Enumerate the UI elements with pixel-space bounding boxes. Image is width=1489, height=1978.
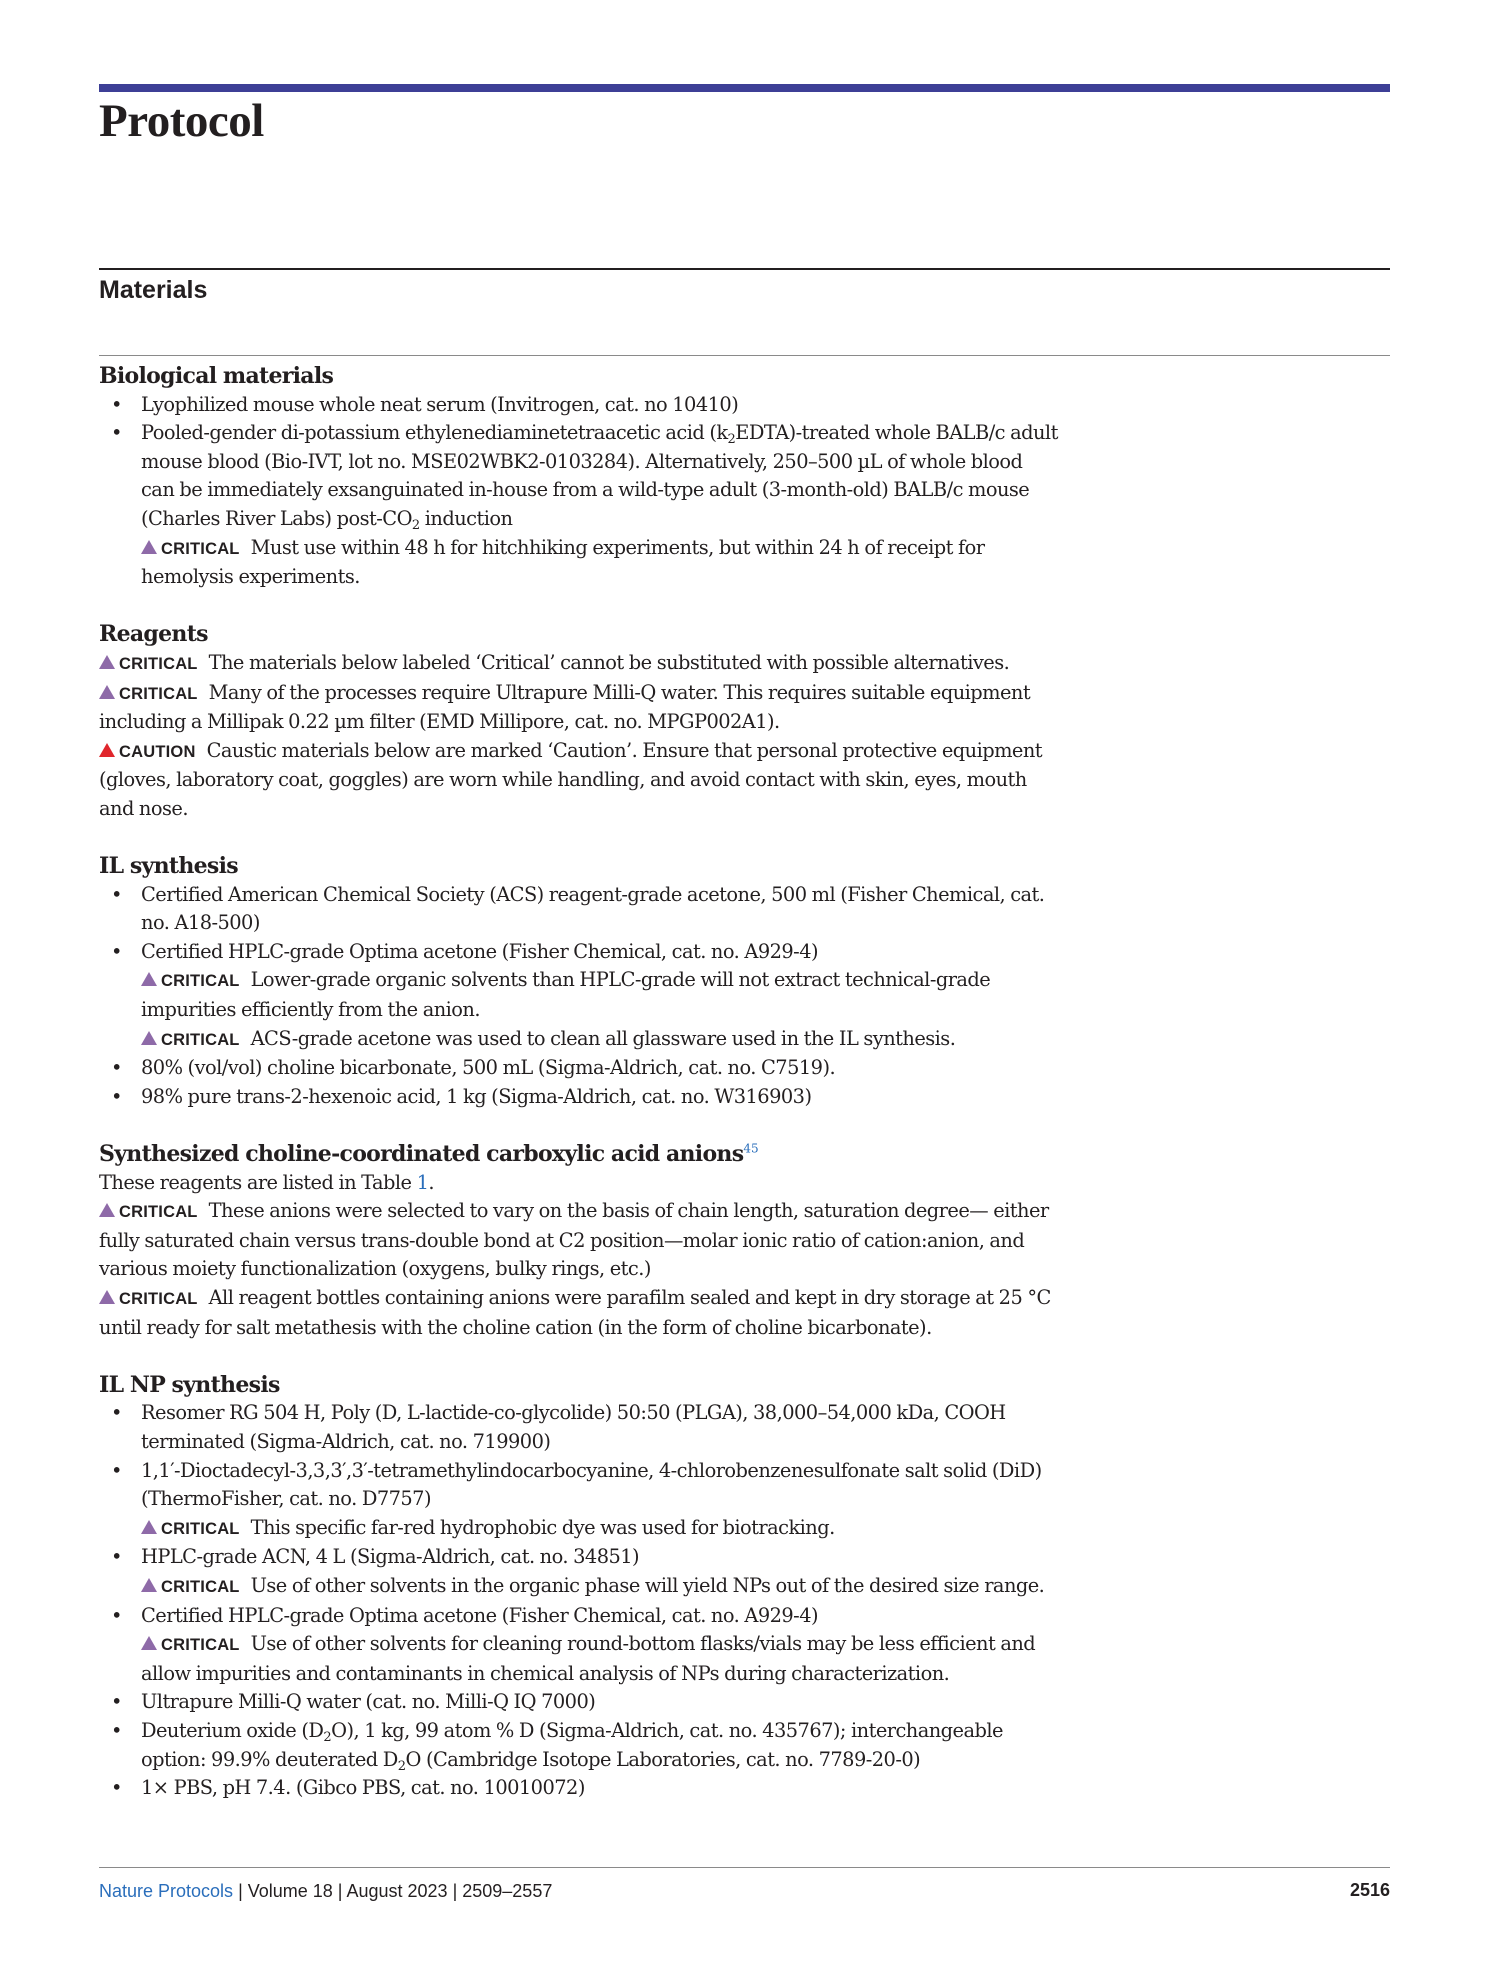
paragraph-text: These reagents are listed in Table: [99, 1170, 417, 1194]
critical-note: [99, 1197, 1059, 1284]
item-text: 1,1′-Dioctadecyl-3,3,3′,3′-tetramethylindocarbocyanine, 4-chlorobenzenesulfonate salt solid (DiD) (ThermoFisher, cat. no. D7757): [141, 1458, 1042, 1511]
divider: [99, 355, 1390, 356]
section-il-synthesis: [99, 852, 1059, 1111]
list-item: [99, 1543, 1059, 1601]
caution-triangle-icon: [99, 743, 115, 757]
bullet-list: [99, 1399, 1059, 1802]
item-text: EDTA)-treated whole BALB/c adult mouse blood (Bio-IVT, lot no. MSE02WBK2-0103284). Alternatively, 250–500 µL of whole blood can be immediately exsanguinated in-house from a wild-type adult (3-month-old) BALB/c mouse (Charles River Labs) post-CO: [141, 421, 1058, 530]
section-il-np-synthesis: [99, 1371, 1059, 1803]
critical-triangle-icon: [141, 1520, 157, 1534]
subscript: 2: [411, 517, 420, 533]
note-text: Use of other solvents for cleaning round-bottom flasks/vials may be less efficient and allow impurities and contaminants in chemical analysis of NPs during characterization.: [141, 1632, 1036, 1685]
critical-label: CRITICAL: [161, 1519, 240, 1538]
section-heading: Biological materials: [99, 363, 334, 389]
item-text: Ultrapure Milli-Q water (cat. no. Milli-Q IQ 7000): [141, 1690, 596, 1714]
section-reagents: [99, 620, 1059, 823]
list-item: [99, 1083, 1059, 1112]
critical-label: CRITICAL: [161, 1636, 240, 1655]
section-heading: Reagents: [99, 621, 208, 648]
critical-triangle-icon: [141, 1636, 157, 1650]
footer-citation: [99, 1881, 552, 1902]
critical-label: CRITICAL: [119, 654, 198, 673]
item-text: Deuterium oxide (D: [141, 1718, 324, 1742]
critical-note: [99, 649, 1059, 679]
caution-label: CAUTION: [119, 742, 196, 761]
bullet-list: [99, 391, 1059, 592]
item-text: HPLC-grade ACN, 4 L (Sigma-Aldrich, cat. no. 34851): [141, 1545, 640, 1569]
note-text: The materials below labeled ‘Critical’ cannot be substituted with possible alternatives.: [208, 650, 1010, 674]
item-text: 80% (vol/vol) choline bicarbonate, 500 mL (Sigma-Aldrich, cat. no. C7519).: [141, 1056, 836, 1080]
note-text: All reagent bottles containing anions were parafilm sealed and kept in dry storage at 25 °C until ready for salt metathesis with the choline cation (in the form of choline bicarbonate).: [99, 1286, 1051, 1339]
item-text: Certified American Chemical Society (ACS) reagent-grade acetone, 500 ml (Fisher Chemical, cat. no. A18-500): [141, 882, 1045, 935]
note-text: Lower-grade organic solvents than HPLC-grade will not extract technical-grade impurities efficiently from the anion.: [141, 968, 991, 1022]
critical-note: [141, 1514, 1059, 1544]
critical-triangle-icon: [99, 1203, 115, 1217]
critical-label: CRITICAL: [119, 1203, 198, 1222]
critical-label: CRITICAL: [119, 684, 198, 703]
citation-text: | Volume 18 | August 2023 | 2509–2557: [233, 1881, 553, 1901]
critical-triangle-icon: [141, 972, 157, 986]
article-body: [99, 362, 1059, 1803]
list-item: [99, 881, 1059, 938]
note-text: Must use within 48 h for hitchhiking experiments, but within 24 h of receipt for hemolysis experiments.: [141, 535, 985, 589]
critical-note: [141, 1630, 1059, 1688]
paragraph-text: .: [428, 1170, 435, 1194]
item-text: O (Cambridge Isotope Laboratories, cat. no. 7789-20-0): [405, 1747, 921, 1771]
list-item: [99, 938, 1059, 1054]
list-item: [99, 1054, 1059, 1083]
list-item: [99, 1774, 1059, 1803]
subscript: 2: [397, 1758, 406, 1774]
note-text: ACS-grade acetone was used to clean all glassware used in the IL synthesis.: [250, 1026, 956, 1050]
critical-note: [141, 966, 1059, 1024]
item-text: 1× PBS, pH 7.4. (Gibco PBS, cat. no. 10010072): [141, 1776, 585, 1800]
critical-label: CRITICAL: [161, 1577, 240, 1596]
section-heading: [99, 1140, 1059, 1169]
list-item: [99, 1602, 1059, 1689]
item-text: Pooled-gender di-potassium ethylenediaminetetraacetic acid (k: [141, 421, 728, 445]
journal-link[interactable]: Nature Protocols: [99, 1881, 234, 1901]
table-link[interactable]: 1: [416, 1170, 429, 1194]
note-text: These anions were selected to vary on the basis of chain length, saturation degree— either fully saturated chain versus trans-double bond at C2 position—molar ionic ratio of cation:anion, and various moiety functionalization (oxygens, bulky rings, etc.): [99, 1199, 1049, 1281]
critical-triangle-icon: [141, 1031, 157, 1045]
note-text: Many of the processes require Ultrapure Milli-Q water. This requires suitable equipment including a Millipak 0.22 µm filter (EMD Millipore, cat. no. MPGP002A1).: [99, 680, 1031, 734]
item-text: Certified HPLC-grade Optima acetone (Fisher Chemical, cat. no. A929-4): [141, 939, 818, 963]
list-item: [99, 1457, 1059, 1544]
page-number: 2516: [1349, 1880, 1390, 1900]
critical-triangle-icon: [99, 1290, 115, 1304]
section-biological-materials: [99, 362, 1059, 592]
note-text: Caustic materials below are marked ‘Caution’. Ensure that personal protective equipment (gloves, laboratory coat, goggles) are worn while handling, and avoid contact with skin, eyes, mouth and nose.: [99, 738, 1043, 820]
critical-note: [141, 1572, 1059, 1602]
critical-note: [99, 1284, 1059, 1342]
list-item: [99, 1688, 1059, 1717]
item-text: 98% pure trans-2-hexenoic acid, 1 kg (Sigma-Aldrich, cat. no. W316903): [141, 1084, 812, 1108]
list-item: [99, 1399, 1059, 1456]
reference-link[interactable]: 45: [743, 1141, 759, 1156]
item-text: Certified HPLC-grade Optima acetone (Fisher Chemical, cat. no. A929-4): [141, 1603, 818, 1627]
materials-heading: Materials: [99, 276, 208, 304]
critical-label: CRITICAL: [119, 1290, 198, 1308]
header-accent-bar: [99, 84, 1390, 92]
critical-label: CRITICAL: [161, 972, 240, 991]
section-heading: IL NP synthesis: [99, 1371, 280, 1398]
list-item: [99, 391, 1059, 420]
critical-triangle-icon: [99, 685, 115, 699]
item-text: induction: [419, 506, 513, 530]
critical-label: CRITICAL: [161, 1030, 240, 1049]
footer-divider: [99, 1867, 1390, 1868]
divider: [99, 268, 1390, 270]
list-item: [99, 419, 1059, 592]
subscript: 2: [323, 1729, 332, 1745]
page-title: Protocol: [99, 95, 264, 147]
critical-note: [141, 534, 1059, 592]
item-text: Lyophilized mouse whole neat serum (Invitrogen, cat. no 10410): [141, 392, 739, 416]
critical-triangle-icon: [141, 540, 157, 554]
list-item: [99, 1717, 1059, 1774]
critical-triangle-icon: [141, 1578, 157, 1592]
item-text: O), 1 kg, 99 atom % D (Sigma-Aldrich, cat. no. 435767); interchangeable option: 99.9% deuterated D: [141, 1718, 1003, 1771]
critical-label: CRITICAL: [161, 539, 240, 558]
critical-note: [99, 679, 1059, 737]
note-text: This specific far-red hydrophobic dye was used for biotracking.: [250, 1515, 835, 1539]
subscript: 2: [727, 432, 736, 448]
bullet-list: [99, 881, 1059, 1112]
critical-note: [141, 1025, 1059, 1055]
paragraph: [99, 1169, 1059, 1198]
critical-triangle-icon: [99, 655, 115, 669]
section-carboxylic-acid-anions: [99, 1140, 1059, 1342]
caution-note: [99, 737, 1059, 824]
heading-text: Synthesized choline-coordinated carboxylic acid anions: [99, 1141, 744, 1168]
note-text: Use of other solvents in the organic phase will yield NPs out of the desired size range.: [250, 1573, 1045, 1597]
item-text: Resomer RG 504 H, Poly (D, L-lactide-co-glycolide) 50:50 (PLGA), 38,000–54,000 kDa, COOH terminated (Sigma-Aldrich, cat. no. 719900): [141, 1401, 1006, 1453]
section-heading: IL synthesis: [99, 853, 238, 880]
